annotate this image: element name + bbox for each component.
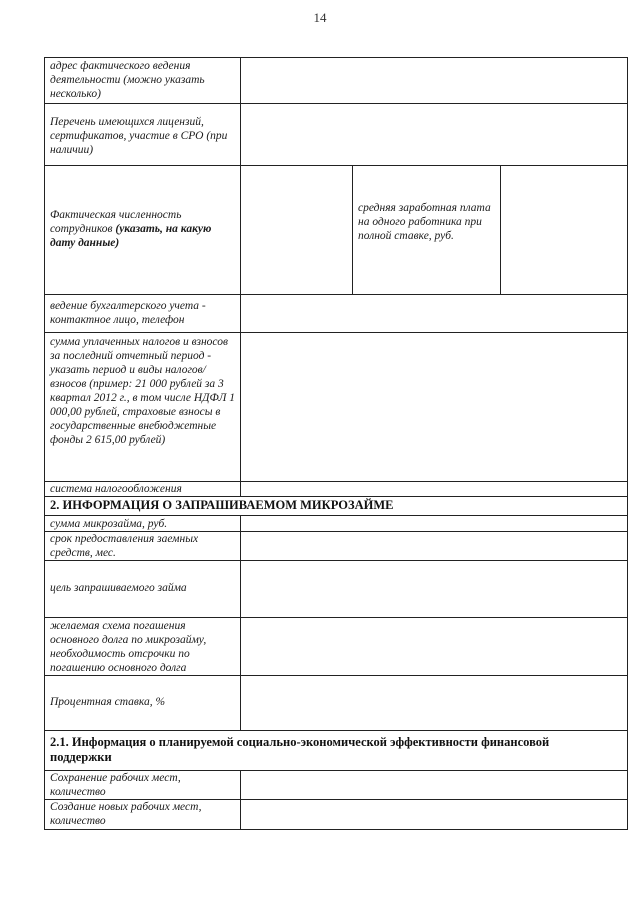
- loan-purpose-field[interactable]: [241, 561, 626, 617]
- loan-amount-field[interactable]: [241, 516, 626, 531]
- section-2-1-title: 2.1. Информация о планируемой социально-экономической эффективности финансовой поддержки: [50, 735, 550, 764]
- avg-salary-label: средняя заработная плата на одного работника при полной ставке, руб.: [358, 202, 491, 242]
- jobs-kept-field[interactable]: [241, 771, 626, 799]
- taxes-paid-label: сумма уплаченных налогов и взносов за последний отчетный период - указать период и виды налогов/взносов (пример: 21 000 рублей за 3 квартал 2012 г., в том числе НДФЛ 1 000,00 рублей, страховые взносы в государственные внебюджетные фонды 2 615,00 рублей): [50, 336, 236, 446]
- page-number: 14: [313, 10, 327, 25]
- loan-purpose-label: цель запрашиваемого займа: [50, 582, 187, 594]
- interest-rate-label: Процентная ставка, %: [50, 696, 166, 708]
- jobs-kept-label: Сохранение рабочих мест, количество: [50, 772, 181, 798]
- interest-rate-field[interactable]: [241, 676, 626, 730]
- headcount-label: Фактическая численность сотрудников (указать, на какую дату данные): [50, 209, 212, 249]
- tax-system-field[interactable]: [241, 482, 626, 496]
- loan-term-label: срок предоставления заемных средств, мес.: [50, 533, 199, 559]
- section-2-title: 2. ИНФОРМАЦИЯ О ЗАПРАШИВАЕМОМ МИКРОЗАЙМЕ: [50, 498, 394, 512]
- taxes-paid-field[interactable]: [241, 333, 626, 481]
- tax-system-label: система налогообложения: [50, 483, 182, 495]
- licenses-label: Перечень имеющихся лицензий, сертификатов, участие в СРО (при наличии): [50, 116, 228, 156]
- repayment-scheme-label: желаемая схема погашения основного долга по микрозайму, необходимость отсрочки по погашению основного долга: [50, 620, 207, 674]
- jobs-new-field[interactable]: [241, 800, 626, 829]
- licenses-field[interactable]: [241, 104, 626, 165]
- avg-salary-field[interactable]: [501, 166, 627, 294]
- actual-address-label: адрес фактического ведения деятельности (можно указать несколько): [50, 60, 205, 100]
- actual-address-field[interactable]: [241, 58, 626, 103]
- loan-term-field[interactable]: [241, 532, 626, 560]
- accounting-field[interactable]: [241, 295, 626, 332]
- headcount-date-note: (указать, на какую дату данные): [50, 223, 212, 249]
- accounting-label: ведение бухгалтерского учета - контактное лицо, телефон: [50, 300, 206, 326]
- jobs-new-label: Создание новых рабочих мест, количество: [50, 801, 202, 827]
- repayment-scheme-field[interactable]: [241, 618, 626, 675]
- loan-amount-label: сумма микрозайма, руб.: [50, 518, 168, 530]
- headcount-field[interactable]: [241, 166, 352, 294]
